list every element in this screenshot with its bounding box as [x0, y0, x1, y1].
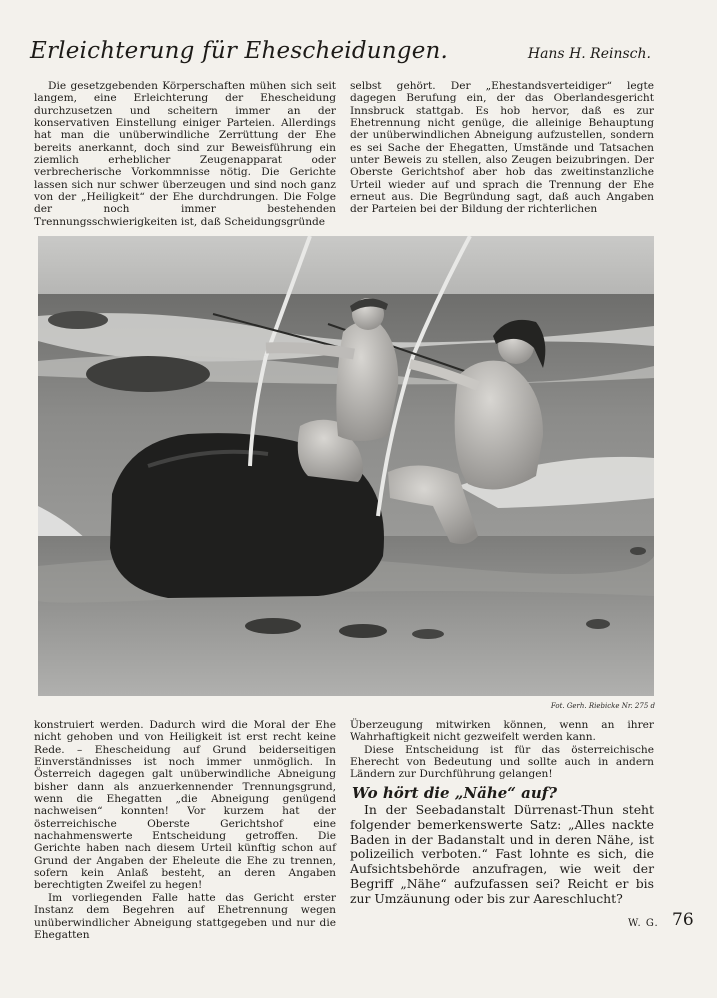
column-left-bottom: [34, 719, 336, 941]
box-paragraph: In der Seebadanstalt Dürrenast-Thun steht folgender bemerkenswerte Satz: „Alles nackte Baden in der Badanstalt und in deren Nähe, ist polizeilich verboten.“ Fast lohnte es sich, die Aufsichtsbehörde anzufragen, wie weit der Begriff „Nähe“ aufzufassen sei? Reicht er bis zur Umzäunung oder bis zur Aareschlucht?: [350, 802, 654, 906]
paragraph: konstruiert werden. Dadurch wird die Moral der Ehe nicht gehoben und von Heiligkeit ist erst recht keine Rede. – Ehescheidung auf Grund beiderseitigen Einverständnisses ist noch immer unmöglich. In Österreich dagegen galt unüberwindliche Abneigung bisher dann als anzuerkennender Trennungsgrund, wenn die Ehegatten „die Abneigung genügend nachweisen“ konnten! Vor kurzem hat der österreichische Oberste Gerichtshof eine nachahmenswerte Entscheidung getroffen. Die Gerichte haben nach diesem Urteil künftig schon auf Grund der Angaben der Eheleute die Ehe zu trennen, sofern kein Anlaß besteht, an deren Angaben berechtigten Zweifel zu hegen!: [34, 719, 336, 892]
column-left-top: [34, 80, 336, 228]
box-signature: W. G.: [628, 918, 659, 929]
paragraph: Überzeugung mitwirken können, wenn an ihrer Wahrhaftigkeit nicht gezweifelt werden kann.: [350, 719, 654, 744]
paragraph: Die gesetzgebenden Körperschaften mühen sich seit langem, eine Erleichterung der Ehescheidung durchzusetzen und scheitern immer an der konservativen Einstellung einiger Parteien. Allerdings hat man die unüberwindliche Zerrüttung der Ehe bereits anerkannt, doch sind zur Beweisführung ein ziemlich erheblicher Zeugenapparat oder verbrecherische Vorkommnisse nötig. Die Gerichte lassen sich nur schwer überzeugen und sind noch ganz von der „Heiligkeit“ der Ehe durchdrungen. Die Folge der noch immer bestehenden Trennungsschwierigkeiten ist, daß Scheidungsgründe: [34, 80, 336, 228]
box-heading: Wo hört die „Nähe“ auf?: [352, 783, 557, 802]
beach-archery-photo: [38, 236, 654, 696]
photo-credit: Fot. Gerh. Riebicke Nr. 275 d: [550, 702, 655, 710]
paragraph: Im vorliegenden Falle hatte das Gericht erster Instanz dem Begehren auf Ehetrennung wegen unüberwindlicher Abneigung stattgegeben und nur die Ehegatten: [34, 891, 336, 941]
paragraph: Diese Entscheidung ist für das österreichische Eherecht von Bedeutung und sollte auch in andern Ländern zur Durchführung gelangen!: [350, 743, 654, 781]
paragraph: selbst gehört. Der „Ehestandsverteidiger“ legte dagegen Berufung ein, der das Oberlandesgericht Innsbruck stattgab. Es hob hervor, daß es zur Ehetrennung nicht genüge, die alleinige Behauptung der unüberwindlichen Abneigung aufzustellen, sondern es sei Sache der Ehegatten, Umstände und Tatsachen unter Beweis zu stellen, also Zeugen beizubringen. Der Oberste Gerichtshof aber hob das zweitinstanzliche Urteil wieder auf und sprach die Trennung der Ehe erneut aus. Die Begründung sagt, daß auch Angaben der Parteien bei der Bildung der richterlichen: [350, 80, 654, 216]
column-right-top: [350, 80, 654, 216]
article-author: Hans H. Reinsch.: [527, 46, 651, 62]
box-text-wrapper: [350, 803, 654, 907]
column-right-bottom: [350, 719, 654, 907]
article-title: Erleichterung für Ehescheidungen.: [30, 38, 449, 64]
page-number: 76: [672, 910, 694, 930]
